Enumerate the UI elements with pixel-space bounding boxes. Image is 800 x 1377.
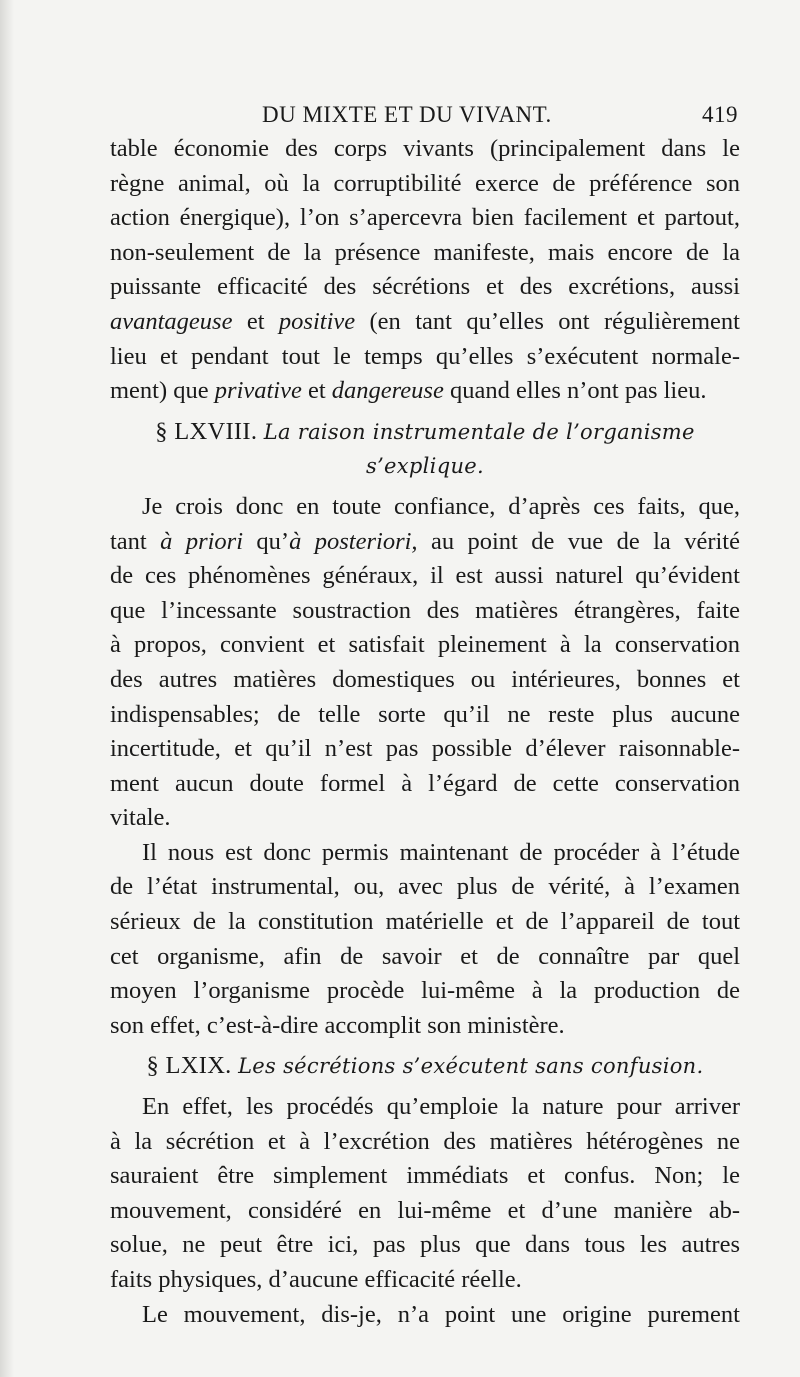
section-number: § LXVIII. [155, 417, 258, 445]
text-line: son effet, c’est-à-dire accomplit son ministère. [110, 1011, 565, 1039]
text-line: faits physiques, d’aucune efficacité réelle. [110, 1266, 522, 1293]
italic-word: à posteriori, [289, 527, 418, 555]
text-run: qu’ [243, 527, 290, 555]
page-edge-shadow [0, 0, 14, 1377]
page-header [110, 92, 740, 132]
text-line: règne animal, où la corruptibilité exerce de préférence son [110, 169, 740, 197]
text-line: Il nous est donc permis maintenant de procéder à l’étude [142, 838, 740, 866]
text-line: incertitude, et qu’il n’est pas possible d’élever raisonnable- [110, 735, 740, 763]
text-run: au point de vue de la vérité [417, 527, 740, 555]
text-line: En effet, les procédés qu’emploie la nature pour arriver [142, 1093, 740, 1121]
text-line: Le mouvement, dis-je, n’a point une origine purement [142, 1300, 740, 1328]
text-line: ment aucun doute formel à l’égard de cette conservation [110, 769, 740, 797]
text-run: et [232, 307, 279, 335]
section-heading-69 [110, 1049, 740, 1084]
paragraph [110, 1298, 740, 1333]
text-line: que l’incessante soustraction des matières étrangères, faite [110, 596, 740, 624]
page-number: 419 [702, 102, 738, 127]
section-title: La raison instrumentale de l’organisme s’explique. [263, 419, 695, 479]
text-line: solue, ne peut être ici, pas plus que dans tous les autres [110, 1231, 740, 1259]
text-line [110, 374, 740, 409]
section-number: § LXIX. [146, 1052, 232, 1080]
text-line: à la sécrétion et à l’excrétion des matières hétérogènes ne [110, 1127, 740, 1155]
text-line: des autres matières domestiques ou intérieures, bonnes et [110, 665, 740, 693]
text-line: indispensables; de telle sorte qu’il ne reste plus aucune [110, 700, 740, 728]
text-run: tant [110, 527, 161, 555]
italic-word: dangereuse [331, 377, 444, 405]
paragraph [110, 836, 740, 1044]
text-line: moyen l’organisme procède lui-même à la production de [110, 977, 740, 1005]
text-line: vitale. [110, 804, 171, 832]
book-page [110, 92, 740, 1332]
italic-word: privative [214, 377, 302, 405]
text-line [110, 525, 740, 560]
text-line [110, 305, 740, 340]
text-run: quand elles n’ont pas lieu. [443, 377, 707, 405]
section-title: Les sécrétions s’exécutent sans confusion. [238, 1054, 704, 1079]
italic-word: à priori [160, 527, 244, 555]
text-line: de l’état instrumental, ou, avec plus de vérité, à l’examen [110, 873, 740, 901]
paragraph-continued [110, 132, 740, 409]
text-line: sauraient être simplement immédiats et confus. Non; le [110, 1162, 740, 1190]
text-line: mouvement, considéré en lui-même et d’une manière ab- [110, 1196, 740, 1224]
text-line: cet organisme, afin de savoir et de connaître par quel [110, 942, 740, 970]
text-line: table économie des corps vivants (principalement dans le [110, 135, 740, 162]
text-run: (en tant qu’elles ont régulièrement [355, 307, 740, 335]
text-line: action énergique), l’on s’apercevra bien facilement et partout, [110, 204, 740, 232]
italic-word: positive [278, 307, 356, 335]
text-line: à propos, convient et satisfait pleinement à la conservation [110, 631, 740, 659]
italic-word: avantageuse [110, 307, 233, 335]
text-run: et [301, 377, 332, 405]
text-line: lieu et pendant tout le temps qu’elles s’exécutent normale- [110, 342, 740, 370]
text-run: ment) que [110, 377, 215, 405]
paragraph [110, 490, 740, 836]
running-head: DU MIXTE ET DU VIVANT. [262, 102, 552, 127]
paragraph [110, 1090, 740, 1298]
text-line: sérieux de la constitution matérielle et de l’appareil de tout [110, 908, 740, 936]
text-line: puissante efficacité des sécrétions et des excrétions, aussi [110, 273, 740, 301]
section-heading-68 [110, 415, 740, 484]
text-line: Je crois donc en toute confiance, d’après ces faits, que, [142, 492, 740, 520]
text-line: non-seulement de la présence manifeste, mais encore de la [110, 238, 740, 266]
text-line: de ces phénomènes généraux, il est aussi naturel qu’évident [110, 562, 740, 590]
